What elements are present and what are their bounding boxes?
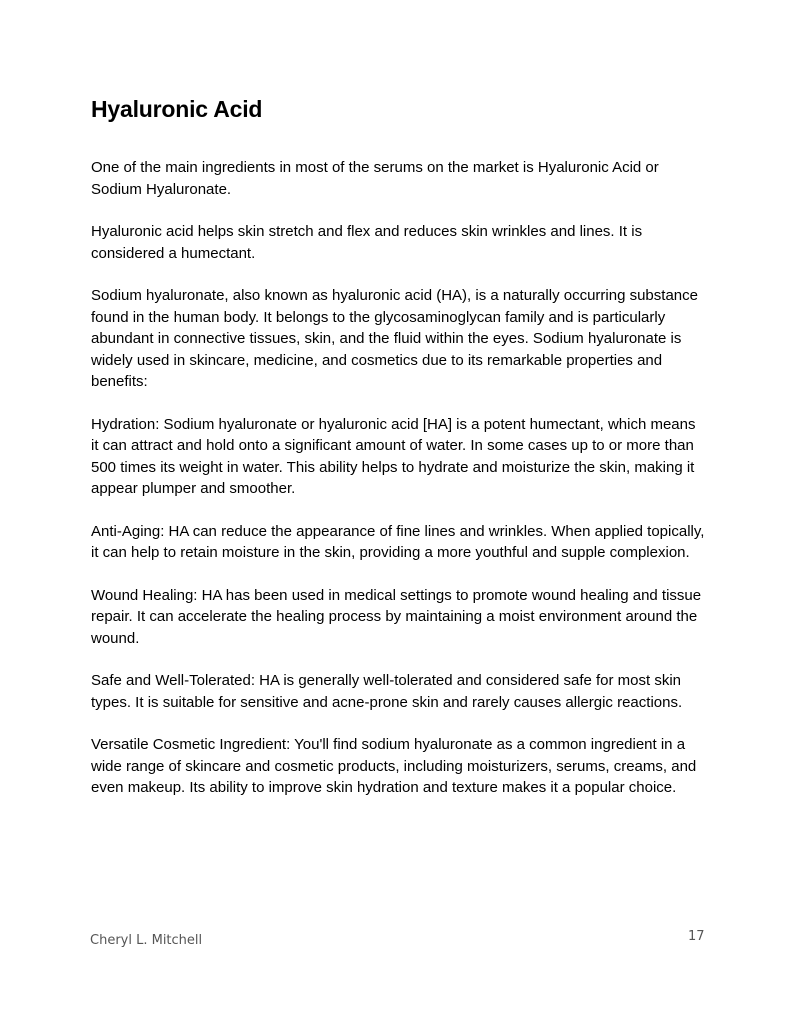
paragraph-intro: One of the main ingredients in most of the serums on the market is Hyaluronic Acid or Sodium Hyaluronate. — [91, 159, 659, 198]
paragraph-humectant: Hyaluronic acid helps skin stretch and flex and reduces skin wrinkles and lines. It is considered a humectant. — [91, 223, 643, 262]
paragraph-versatile-ingredient: Versatile Cosmetic Ingredient: You'll find sodium hyaluronate as a common ingredient in a wide range of skincare and cosmetic products, including moisturizers, serums, creams, and even makeup. Its ability to improve skin hydration and texture makes it a popular choice. — [91, 736, 697, 796]
page-number: 17 — [688, 929, 705, 944]
page-content — [91, 94, 707, 820]
page-title: Hyaluronic Acid — [91, 96, 263, 122]
paragraph-hydration: Hydration: Sodium hyaluronate or hyaluronic acid [HA] is a potent humectant, which means it can attract and hold onto a significant amount of water. In some cases up to or more than 500 times its weight in water. This ability helps to hydrate and moisturize the skin, making it appear plumper and smoother. — [91, 415, 696, 497]
paragraph-anti-aging: Anti-Aging: HA can reduce the appearance of fine lines and wrinkles. When applied topically, it can help to retain moisture in the skin, providing a more youthful and supple complexion. — [91, 522, 705, 561]
footer-author: Cheryl L. Mitchell — [90, 933, 203, 948]
paragraph-wound-healing: Wound Healing: HA has been used in medical settings to promote wound healing and tissue repair. It can accelerate the healing process by maintaining a moist environment around the wound. — [91, 586, 702, 647]
paragraph-sodium-hyaluronate: Sodium hyaluronate, also known as hyaluronic acid (HA), is a naturally occurring substance found in the human body. It belongs to the glycosaminoglycan family and is particularly abundant in connective tissues, skin, and the fluid within the eyes. Sodium hyaluronate is widely used in skincare, medicine, and cosmetics due to its remarkable properties and benefits: — [91, 287, 698, 390]
paragraph-safe-tolerated: Safe and Well-Tolerated: HA is generally well-tolerated and considered safe for most skin types. It is suitable for sensitive and acne-prone skin and rarely causes allergic reactions. — [91, 672, 683, 711]
